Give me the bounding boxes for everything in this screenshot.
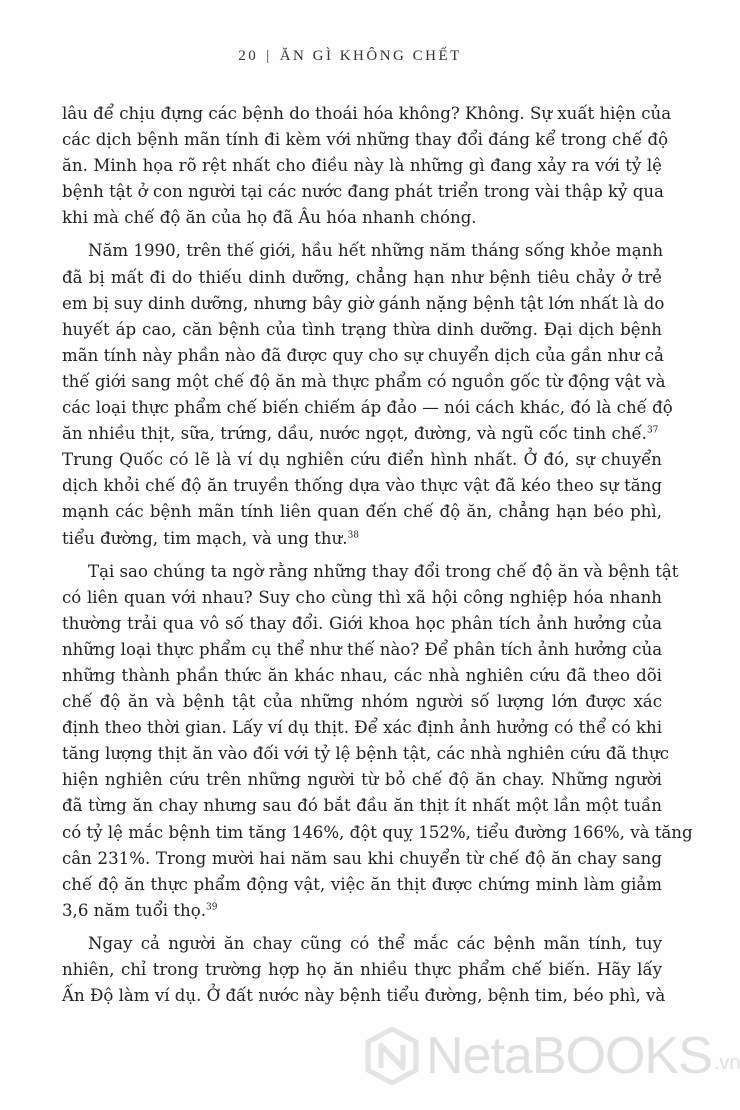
text-line	[62, 957, 662, 983]
text-line	[62, 559, 679, 585]
footnote-marker: 38	[347, 529, 360, 540]
page-number: 20	[238, 48, 259, 64]
text-line	[62, 637, 662, 663]
line-text: ăn. Minh họa rõ rệt nhất cho điều này là những gì đang xảy ra với tỷ lệ	[62, 156, 662, 176]
line-text: nhiên, chỉ trong trường hợp họ ăn nhiều thực phẩm chế biến. Hãy lấy	[62, 960, 662, 979]
line-text: mãn tính này phần nào đã được quy cho sự chuyển dịch của gần như cả	[62, 345, 664, 365]
neta-logo-icon	[362, 1026, 422, 1086]
text-line	[62, 820, 693, 846]
text-line	[62, 898, 662, 924]
paragraph	[62, 238, 673, 551]
line-text: ăn nhiều thịt, sữa, trứng, dầu, nước ngọt, đường, và ngũ cốc tinh chế.	[62, 424, 647, 444]
paragraph-gap	[62, 231, 662, 238]
line-text: Năm 1990, trên thế giới, hầu hết những năm tháng sống khỏe mạnh	[88, 241, 664, 261]
watermark-suffix: .vn	[713, 1051, 740, 1074]
text-line	[62, 663, 662, 689]
line-text: chế độ ăn và bệnh tật của những nhóm người số lượng lớn được xác	[62, 692, 662, 712]
text-line	[62, 767, 662, 793]
line-text: em bị suy dinh dưỡng, nhưng bây giờ gánh nặng bệnh tật lớn nhất là do	[62, 293, 665, 313]
line-text: Ấn Độ làm ví dụ. Ở đất nước này bệnh tiểu đường, bệnh tim, béo phì, và	[62, 986, 666, 1006]
line-text: Tại sao chúng ta ngờ rằng những thay đổi trong chế độ ăn và bệnh tật	[88, 561, 679, 581]
text-line	[62, 715, 662, 741]
line-text: thế giới sang một chế độ ăn mà thực phẩm có nguồn gốc từ động vật và	[62, 371, 666, 391]
text-line	[62, 179, 662, 205]
line-text: tiểu đường, tim mạch, và ung thư.	[62, 528, 348, 548]
line-text: các loại thực phẩm chế biến chiếm áp đảo — nói cách khác, đó là chế độ	[62, 398, 673, 418]
paragraph	[62, 559, 693, 924]
line-text: những loại thực phẩm cụ thể như thế nào? Để phân tích ảnh hưởng của	[62, 639, 663, 659]
line-text: Ngay cả người ăn chay cũng có thể mắc các bệnh mãn tính, tuy	[88, 933, 662, 953]
text-line	[62, 931, 662, 957]
line-text: khi mà chế độ ăn của họ đã Âu hóa nhanh chóng.	[62, 208, 477, 228]
text-line	[62, 872, 662, 898]
watermark	[362, 1026, 740, 1086]
line-text: các dịch bệnh mãn tính đi kèm với những thay đổi đáng kể trong chế độ	[62, 130, 669, 150]
text-line	[62, 343, 662, 369]
text-line	[62, 421, 662, 447]
text-line	[62, 611, 662, 637]
line-text: 3,6 năm tuổi thọ.	[62, 900, 206, 920]
line-text: đã từng ăn chay nhưng sau đó bắt đầu ăn thịt ít nhất một lần một tuần	[62, 796, 662, 816]
line-text: thường trải qua vô số thay đổi. Giới khoa học phân tích ảnh hưởng của	[62, 613, 662, 633]
text-line	[62, 846, 662, 872]
text-line	[62, 473, 662, 499]
line-text: dịch khỏi chế độ ăn truyền thống dựa vào thực vật đã kéo theo sự tăng	[62, 476, 662, 496]
line-text: chế độ ăn thực phẩm động vật, việc ăn thịt được chứng minh làm giảm	[62, 874, 662, 894]
text-line	[62, 526, 662, 552]
line-text: bệnh tật ở con người tại các nước đang phát triển trong vài thập kỷ qua	[62, 182, 664, 202]
header-separator: |	[266, 48, 272, 64]
text-line	[62, 291, 665, 317]
text-line	[62, 741, 670, 767]
line-text: tăng lượng thịt ăn vào đối với tỷ lệ bệnh tật, các nhà nghiên cứu đã thực	[62, 744, 670, 764]
page-header	[0, 48, 700, 65]
text-line	[62, 238, 662, 264]
running-title: ĂN GÌ KHÔNG CHẾT	[279, 48, 462, 64]
line-text: định theo thời gian. Lấy ví dụ thịt. Để xác định ảnh hưởng có thể có khi	[62, 718, 663, 738]
watermark-text: NetaBOOKS	[426, 1027, 712, 1085]
text-line	[62, 499, 662, 525]
text-line	[62, 585, 662, 611]
text-line	[62, 317, 662, 343]
page-body	[62, 101, 693, 1009]
line-text: những thành phần thức ăn khác nhau, các nhà nghiên cứu đã theo dõi	[62, 665, 662, 685]
footnote-marker: 37	[646, 425, 659, 436]
paragraph	[62, 101, 672, 231]
paragraph-gap	[62, 924, 662, 931]
text-line	[62, 689, 662, 715]
line-text: Trung Quốc có lẽ là ví dụ nghiên cứu điển hình nhất. Ở đó, sự chuyển	[62, 450, 662, 470]
text-line	[62, 127, 669, 153]
text-line	[62, 153, 662, 179]
line-text: mạnh các bệnh mãn tính liên quan đến chế độ ăn, chẳng hạn béo phì,	[62, 502, 662, 522]
line-text: có liên quan với nhau? Suy cho cùng thì xã hội công nghiệp hóa nhanh	[62, 587, 662, 607]
text-line	[62, 101, 672, 127]
line-text: huyết áp cao, căn bệnh của tình trạng thừa dinh dưỡng. Đại dịch bệnh	[62, 319, 662, 339]
text-line	[62, 369, 666, 395]
text-line	[62, 793, 662, 819]
line-text: hiện nghiên cứu trên những người từ bỏ chế độ ăn chay. Những người	[62, 770, 662, 790]
text-line	[62, 447, 662, 473]
paragraph-gap	[62, 552, 662, 559]
line-text: lâu để chịu đựng các bệnh do thoái hóa không? Không. Sự xuất hiện của	[62, 104, 672, 123]
footnote-marker: 39	[205, 902, 218, 913]
line-text: cân 231%. Trong mười hai năm sau khi chuyển từ chế độ ăn chay sang	[62, 848, 662, 868]
text-line	[62, 983, 666, 1009]
paragraph	[62, 931, 666, 1009]
text-line	[62, 395, 673, 421]
line-text: có tỷ lệ mắc bệnh tim tăng 146%, đột quỵ 152%, tiểu đường 166%, và tăng	[62, 822, 693, 842]
text-line	[62, 265, 662, 291]
text-line	[62, 205, 662, 231]
line-text: đã bị mất đi do thiếu dinh dưỡng, chẳng hạn như bệnh tiêu chảy ở trẻ	[62, 267, 662, 287]
